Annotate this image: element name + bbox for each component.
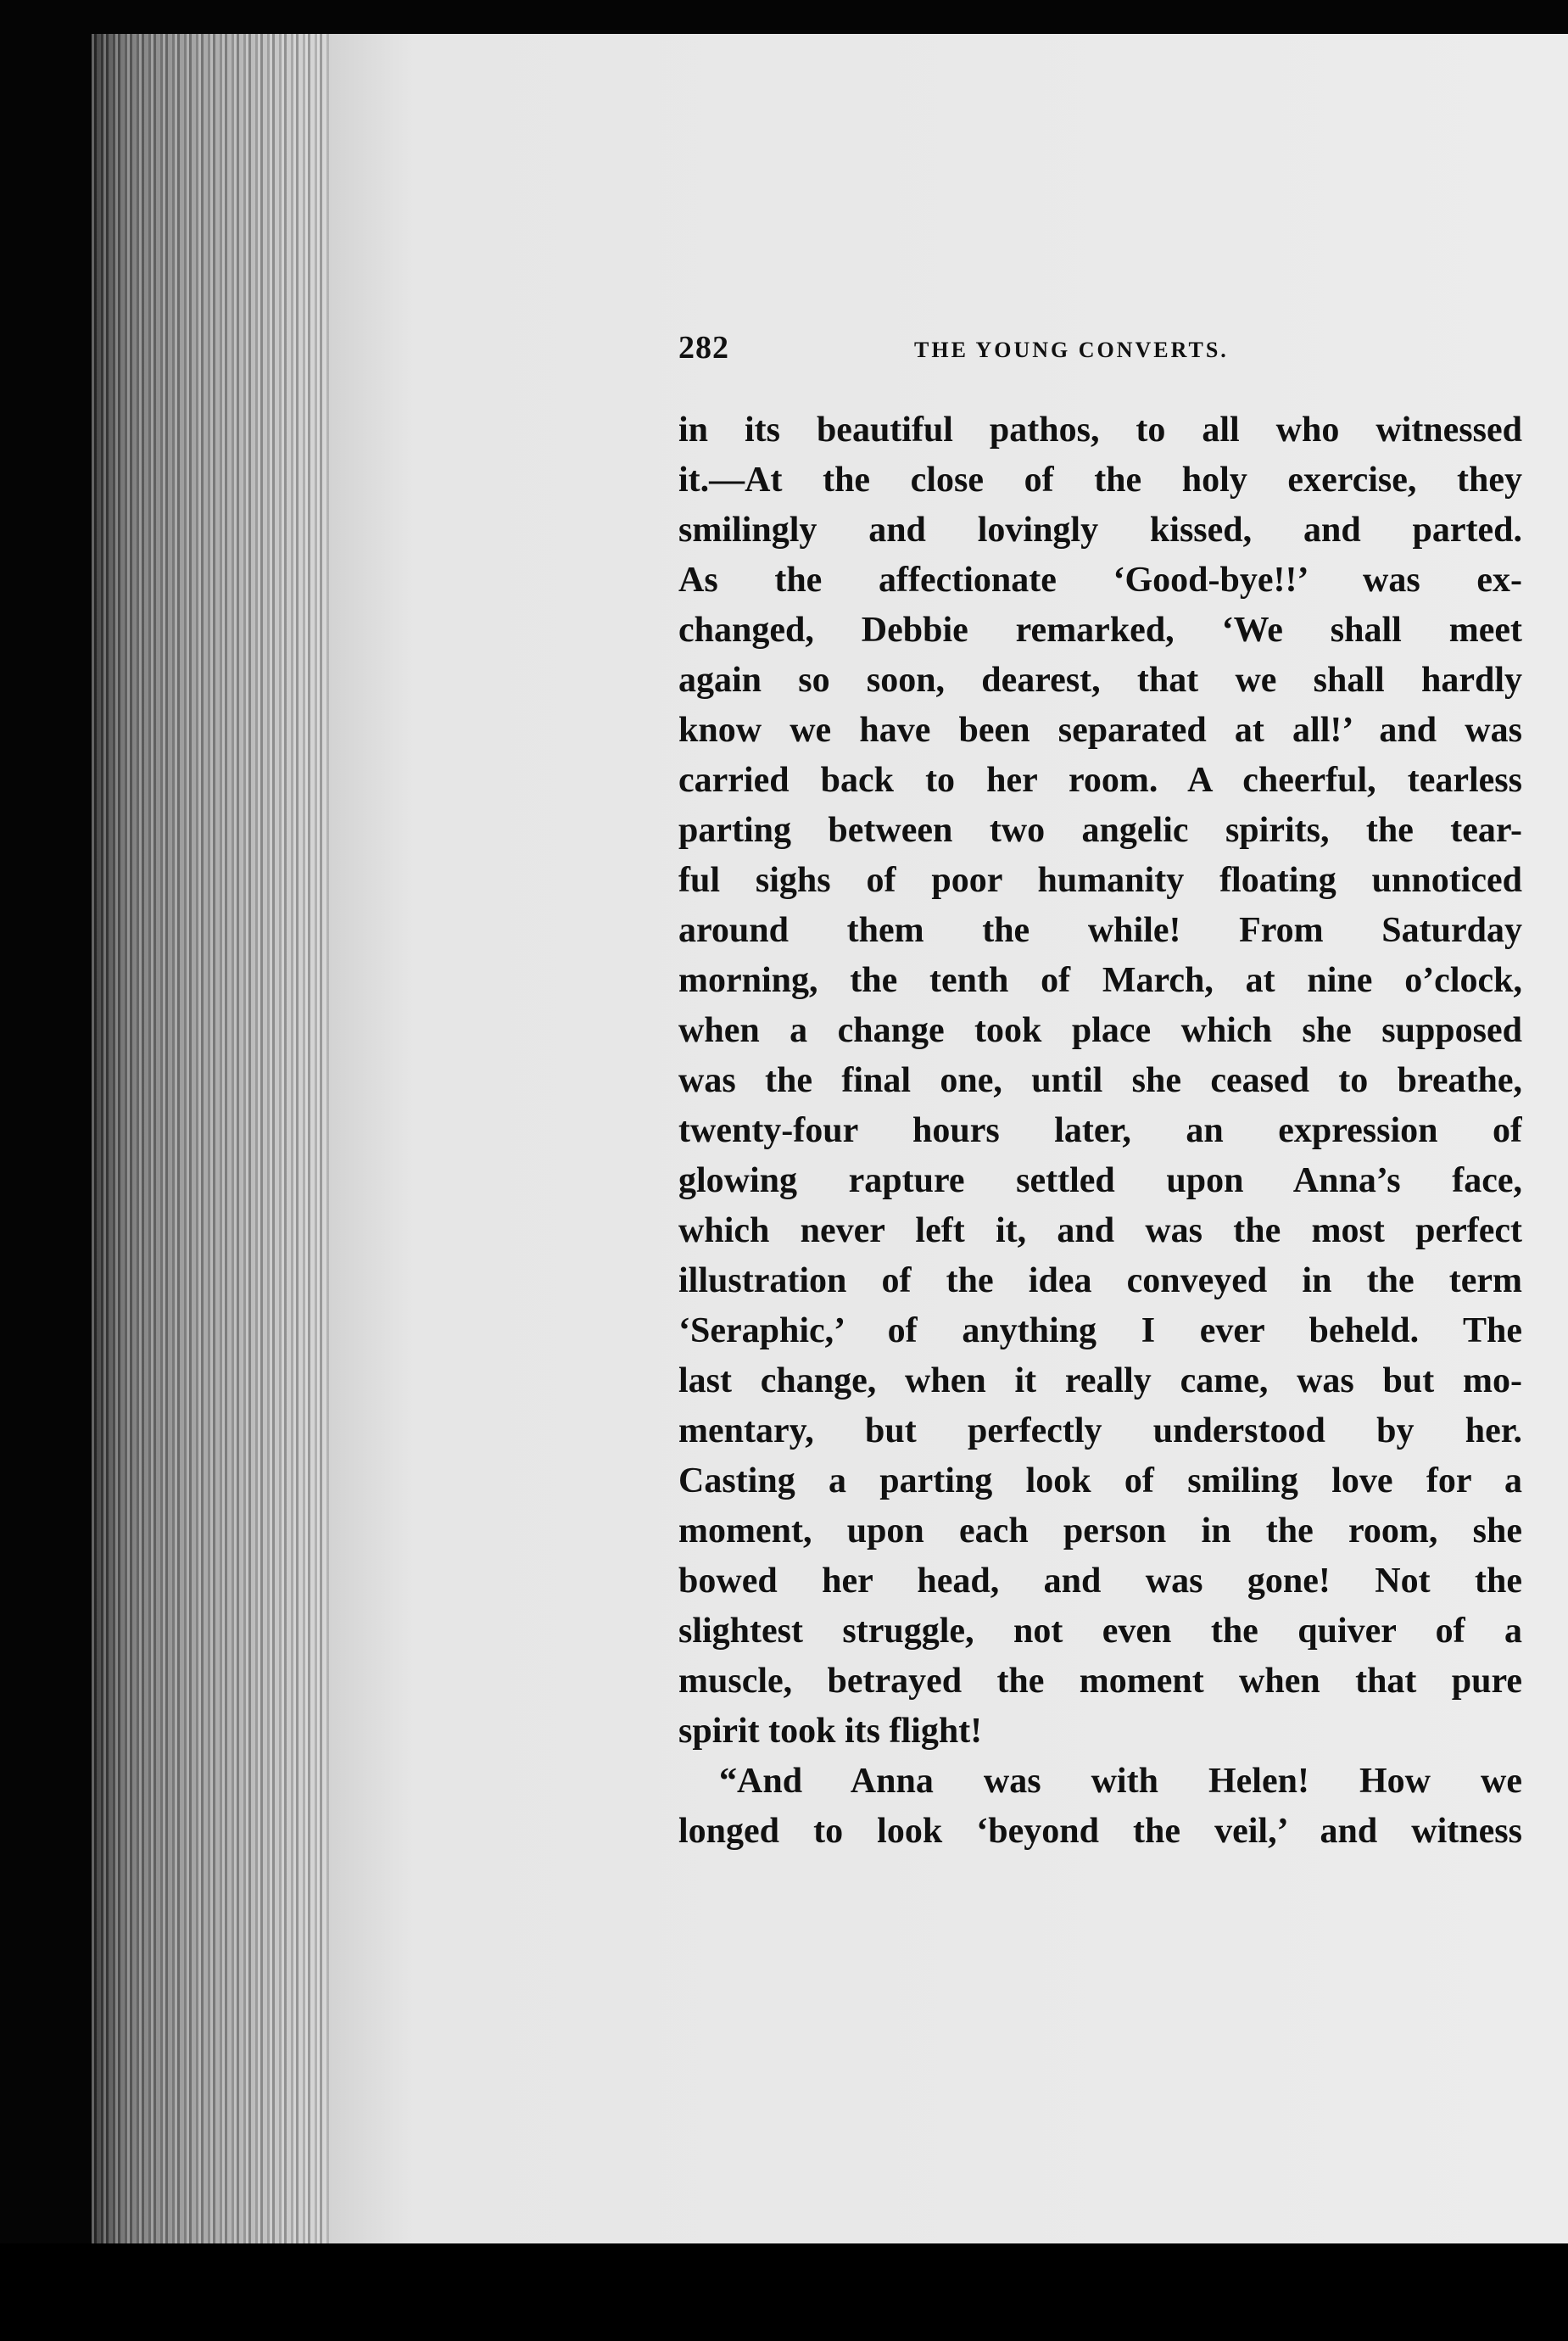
text-line: moment, upon each person in the room, she — [678, 1511, 1522, 1550]
text-line: “And Anna was with Helen! How we — [719, 1762, 1522, 1801]
running-head — [678, 329, 1526, 372]
text-line: ful sighs of poor humanity floating unnoticed — [678, 861, 1522, 900]
text-line: again so soon, dearest, that we shall hardly — [678, 661, 1522, 700]
text-line: ‘Seraphic,’ of anything I ever beheld. The — [678, 1311, 1522, 1350]
text-line: changed, Debbie remarked, ‘We shall meet — [678, 611, 1522, 650]
text-line: was the final one, until she ceased to breathe, — [678, 1061, 1522, 1100]
text-line: glowing rapture settled upon Anna’s face, — [678, 1161, 1522, 1200]
text-line: which never left it, and was the most perfect — [678, 1211, 1522, 1250]
text-line: mentary, but perfectly understood by her. — [678, 1411, 1522, 1450]
text-line: muscle, betrayed the moment when that pure — [678, 1662, 1522, 1701]
text-line: smilingly and lovingly kissed, and parted. — [678, 511, 1522, 550]
scan-bottom-edge — [0, 2243, 1568, 2341]
text-line: it.—At the close of the holy exercise, they — [678, 461, 1522, 500]
page-number: 282 — [678, 330, 729, 366]
text-line: longed to look ‘beyond the veil,’ and witness — [678, 1812, 1522, 1851]
text-line: around them the while! From Saturday — [678, 911, 1522, 950]
text-line: spirit took its flight! — [678, 1712, 983, 1751]
text-line: As the affectionate ‘Good-bye!!’ was ex- — [678, 561, 1522, 600]
text-line: bowed her head, and was gone! Not the — [678, 1562, 1522, 1601]
text-line: carried back to her room. A cheerful, tearless — [678, 761, 1522, 800]
text-line: illustration of the idea conveyed in the term — [678, 1261, 1522, 1300]
text-line: Casting a parting look of smiling love for a — [678, 1461, 1522, 1500]
text-line: morning, the tenth of March, at nine o’clock, — [678, 961, 1522, 1000]
text-line: last change, when it really came, was but mo- — [678, 1361, 1522, 1400]
binding-gutter-shadow — [92, 34, 329, 2243]
body-text — [678, 405, 1522, 1857]
text-line: in its beautiful pathos, to all who witnessed — [678, 411, 1522, 450]
text-line: slightest struggle, not even the quiver of a — [678, 1612, 1522, 1651]
text-line: when a change took place which she supposed — [678, 1011, 1522, 1050]
text-line: twenty-four hours later, an expression of — [678, 1111, 1522, 1150]
running-title: THE YOUNG CONVERTS. — [914, 338, 1229, 362]
text-line: parting between two angelic spirits, the tear- — [678, 811, 1522, 850]
text-line: know we have been separated at all!’ and was — [678, 711, 1522, 750]
